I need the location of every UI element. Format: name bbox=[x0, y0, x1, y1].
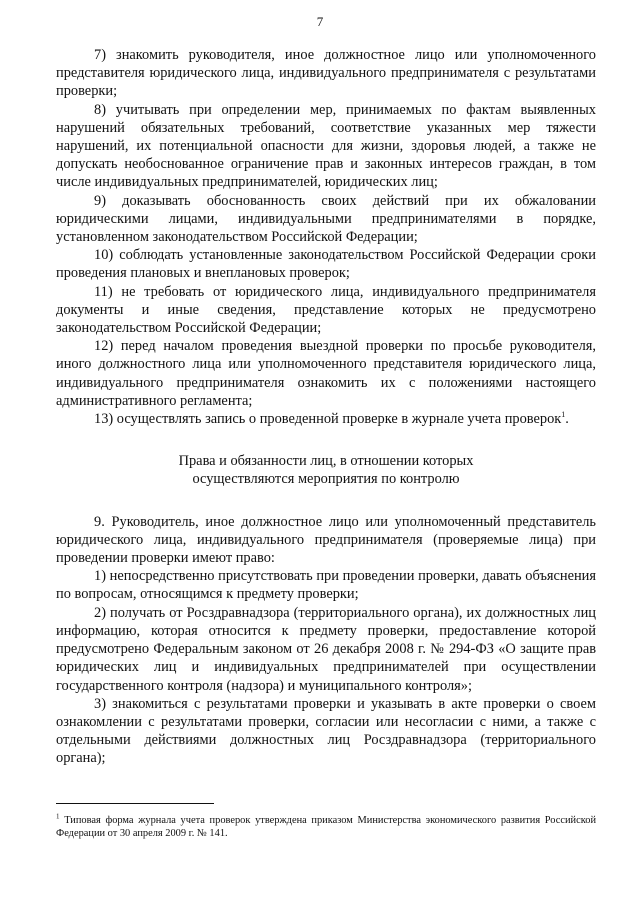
section-heading-line-2: осуществляются мероприятия по контролю bbox=[192, 471, 460, 488]
paragraph-item-11: 11) не требовать от юридического лица, индивидуального предпринимателя документы и иные сведения, представление которых не предусмотрено законодательством Российской Федерации; bbox=[56, 283, 596, 337]
paragraph-clause-9: 9. Руководитель, иное должностное лицо или уполномоченный представитель юридического лица, индивидуального предпринимателя (проверяемые лица) при проведении проверки имеют право: bbox=[56, 513, 596, 567]
paragraph-item-13-text: 13) осуществлять запись о проведенной проверке в журнале учета проверок bbox=[94, 411, 562, 428]
paragraph-item-13-end: . bbox=[565, 411, 569, 428]
paragraph-right-2: 2) получать от Росздравнадзора (территориального органа), их должностных лиц информацию, которая относится к предмету проверки, предоставление которой предусмотрено Федеральным законом от 26 декабря 2008 г. № 294-ФЗ «О защите прав юридических лиц и индивидуальных предпринимателей при осуществлении государственного контроля (надзора) и муниципального контроля»; bbox=[56, 604, 596, 694]
paragraph-item-7: 7) знакомить руководителя, иное должностное лицо или уполномоченного представителя юридического лица, индивидуального предпринимателя с результатами проверки; bbox=[56, 47, 596, 100]
footnote-reference: 1 bbox=[561, 410, 566, 420]
section-heading-line-1: Права и обязанности лиц, в отношении которых bbox=[178, 453, 474, 470]
paragraph-right-3: 3) знакомиться с результатами проверки и указывать в акте проверки о своем ознакомлении с результатами проверки, согласии или несогласии с ними, а также с отдельными действиями должностных лиц Росздравнадзора (территориального органа); bbox=[56, 695, 596, 767]
section-heading bbox=[56, 452, 596, 488]
paragraph-right-1: 1) непосредственно присутствовать при проведении проверки, давать объяснения по вопросам, относящимся к предмету проверки; bbox=[56, 568, 596, 603]
document-body bbox=[56, 46, 596, 768]
footnote-marker: 1 bbox=[56, 812, 60, 821]
footnote-divider bbox=[56, 803, 214, 804]
page-number: 7 bbox=[316, 14, 324, 29]
paragraph-item-8: 8) учитывать при определении мер, принимаемых по фактам выявленных нарушений обязательных требований, соответствие указанных мер тяжести нарушений, их потенциальной опасности для жизни, здоровья людей, а также не допускать необоснованное ограничение прав и законных интересов граждан, в том числе индивидуальных предпринимателей, юридических лиц; bbox=[56, 101, 596, 191]
paragraph-item-9: 9) доказывать обоснованность своих действий при их обжаловании юридическими лицами, индивидуальными предпринимателями в порядке, установленном законодательством Российской Федерации; bbox=[56, 192, 596, 246]
footnote bbox=[56, 814, 596, 840]
paragraph-item-13 bbox=[56, 410, 596, 428]
footnote-text: Типовая форма журнала учета проверок утверждена приказом Министерства экономического развития Российской Федерации от 30 апреля 2009 г. № 141. bbox=[56, 815, 596, 839]
paragraph-item-12: 12) перед началом проведения выездной проверки по просьбе руководителя, иного должностного лица или уполномоченного представителя юридического лица, индивидуального предпринимателя ознакомить их с положениями настоящего административного регламента; bbox=[56, 338, 596, 409]
paragraph-item-10: 10) соблюдать установленные законодательством Российской Федерации сроки проведения плановых и внеплановых проверок; bbox=[56, 247, 596, 282]
